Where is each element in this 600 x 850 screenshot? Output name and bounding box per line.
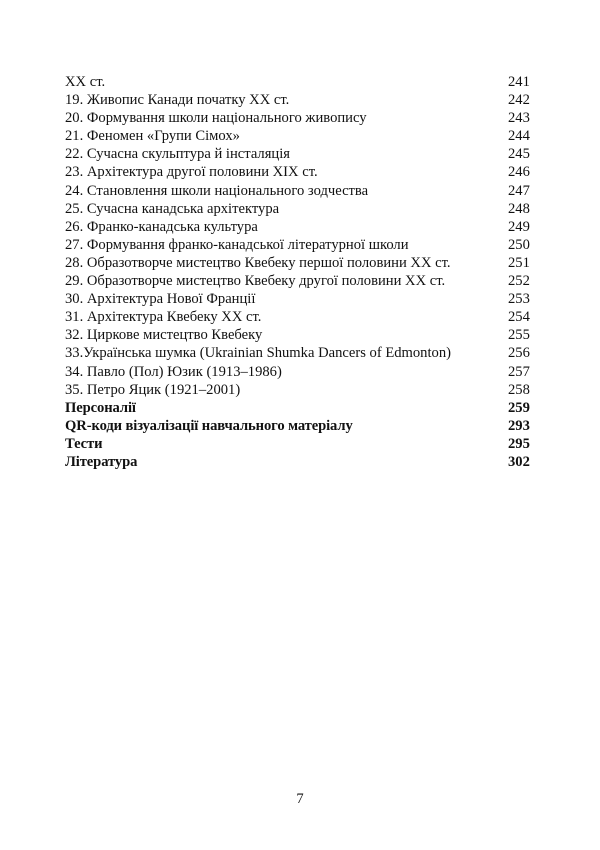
toc-entry-title: 35. Петро Яцик (1921–2001) [65, 381, 241, 398]
toc-entry [65, 163, 532, 181]
toc-entry-title: ХХ ст. [65, 74, 106, 90]
toc-entry-page: 247 [508, 182, 530, 199]
toc-entry [65, 73, 532, 91]
toc-entry [65, 453, 532, 471]
toc-entry-page: 248 [508, 200, 530, 217]
toc-entry [65, 254, 532, 272]
toc-entry-page: 253 [508, 291, 530, 308]
toc-entry-title: 29. Образотворче мистецтво Квебеку другої половини ХХ ст. [65, 273, 446, 290]
toc-entry-page: 244 [508, 128, 530, 145]
toc-entry-title: 33.Українська шумка (Ukrainian Shumka Dancers of Edmonton) [65, 345, 451, 362]
toc-entry [65, 127, 532, 145]
toc-entry [65, 363, 532, 381]
toc-entry-page: 255 [508, 327, 530, 344]
toc-entry-title: Література [65, 453, 138, 470]
toc-entry [65, 218, 532, 236]
toc-entry-page: 249 [508, 218, 530, 235]
toc-entry-title: 27. Формування франко-канадської літературної школи [65, 236, 409, 253]
toc-entry [65, 91, 532, 109]
toc-entry-page: 242 [508, 92, 530, 109]
toc-entry-page: 302 [508, 453, 530, 470]
toc-entry [65, 290, 532, 308]
toc-entry-page: 259 [508, 399, 530, 416]
toc-entry-title: QR-коди візуалізації навчального матеріалу [65, 417, 353, 434]
toc-entry [65, 326, 532, 344]
toc-entry-title: 23. Архітектура другої половини ХІХ ст. [65, 164, 318, 181]
toc-entry-title: 34. Павло (Пол) Юзик (1913–1986) [65, 363, 282, 380]
toc-entry [65, 200, 532, 218]
toc-entry-page: 258 [508, 381, 530, 398]
toc-entry-title: 24. Становлення школи національного зодчества [65, 182, 369, 199]
toc-entry-title: 21. Феномен «Групи Сімох» [65, 128, 240, 145]
toc-entry [65, 182, 532, 200]
toc-entry-page: 243 [508, 110, 530, 127]
toc-entry [65, 145, 532, 163]
toc-entry-page: 250 [508, 236, 530, 253]
toc-entry-title: 22. Сучасна скульптура й інсталяція [65, 146, 290, 163]
toc-entry-title: 20. Формування школи національного живопису [65, 110, 367, 127]
toc-entry-page: 256 [508, 345, 530, 362]
toc-entry-page: 251 [508, 254, 530, 271]
toc-entry [65, 417, 532, 435]
toc-entry [65, 272, 532, 290]
toc-entry-page: 252 [508, 273, 530, 290]
table-of-contents [65, 73, 532, 471]
toc-entry-title: 32. Циркове мистецтво Квебеку [65, 327, 263, 344]
toc-entry-page: 257 [508, 363, 530, 380]
toc-entry [65, 381, 532, 399]
toc-entry-page: 293 [508, 417, 530, 434]
toc-entry-title: 25. Сучасна канадська архітектура [65, 200, 280, 217]
toc-entry-page: 245 [508, 146, 530, 163]
toc-entry [65, 109, 532, 127]
toc-entry [65, 399, 532, 417]
toc-entry [65, 308, 532, 326]
toc-entry [65, 236, 532, 254]
toc-entry-page: 246 [508, 164, 530, 181]
toc-entry [65, 344, 532, 362]
toc-entry-title: Тести [65, 435, 103, 452]
toc-entry-page: 295 [508, 435, 530, 452]
toc-entry-page: 254 [508, 309, 530, 326]
toc-entry-title: 30. Архітектура Нової Франції [65, 291, 256, 308]
toc-entry [65, 435, 532, 453]
toc-entry-page: 241 [508, 74, 530, 90]
toc-entry-title: 28. Образотворче мистецтво Квебеку першої половини ХХ ст. [65, 254, 451, 271]
toc-entry-title: 26. Франко-канадська культура [65, 218, 258, 235]
toc-entry-title: 19. Живопис Канади початку ХХ ст. [65, 92, 290, 109]
page-number: 7 [296, 791, 304, 807]
toc-entry-title: Персоналії [65, 399, 136, 416]
toc-entry-title: 31. Архітектура Квебеку ХХ ст. [65, 309, 262, 326]
